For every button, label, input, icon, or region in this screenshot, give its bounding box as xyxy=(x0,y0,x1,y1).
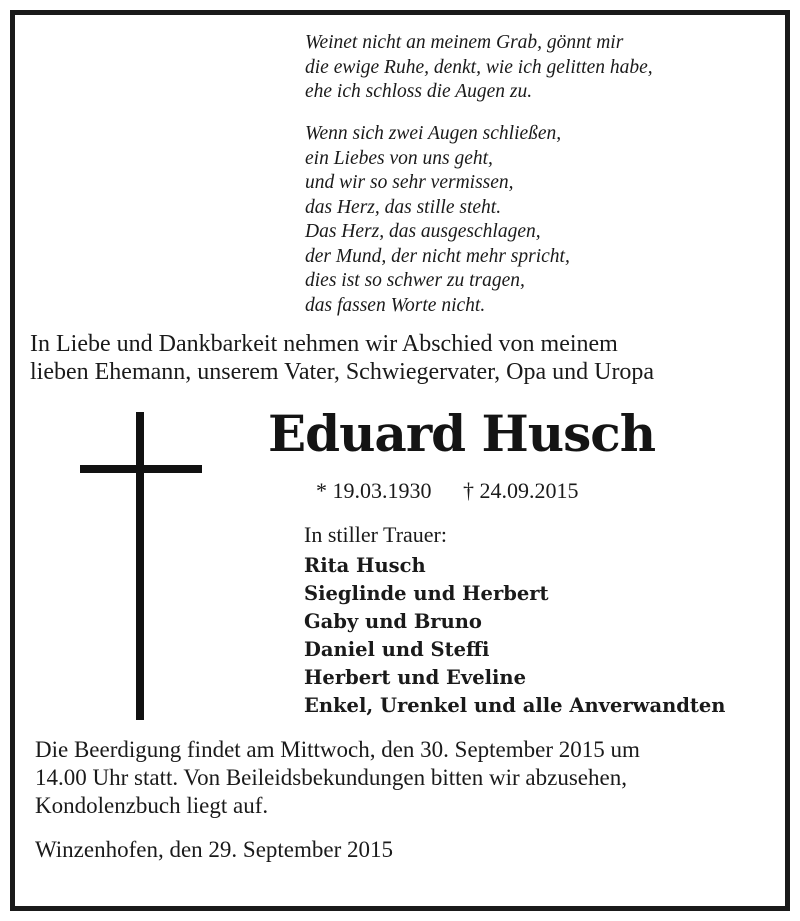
cross-vertical-beam xyxy=(136,412,144,720)
poem-line: und wir so sehr vermissen, xyxy=(305,172,514,193)
birth-date: * 19.03.1930 xyxy=(316,478,432,503)
mourning-label: In stiller Trauer: xyxy=(304,522,447,547)
poem-line: Wenn sich zwei Augen schließen, xyxy=(305,123,562,144)
poem-line: das Herz, das stille steht. xyxy=(305,196,502,218)
mourner-name: Enkel, Urenkel und alle Anverwandten xyxy=(304,694,726,717)
deceased-name: Eduard Husch xyxy=(268,404,656,463)
mourner-name: Daniel und Steffi xyxy=(304,638,490,661)
poem-line: ein Liebes von uns geht, xyxy=(305,147,493,169)
poem-line: das fassen Worte nicht. xyxy=(305,294,486,316)
cross-icon xyxy=(80,412,202,720)
mourners-list xyxy=(304,552,726,720)
death-date: † 24.09.2015 xyxy=(463,478,579,503)
poem-line: dies ist so schwer zu tragen, xyxy=(305,270,525,291)
poem-line: Das Herz, das ausgeschlagen, xyxy=(305,221,541,242)
funeral-info xyxy=(35,736,770,820)
funeral-line: 14.00 Uhr statt. Von Beileidsbekundungen bitten wir abzusehen, xyxy=(35,765,627,790)
funeral-line: Kondolenzbuch liegt auf. xyxy=(35,793,269,818)
poem-stanza-1 xyxy=(305,31,765,105)
poem-line: die ewige Ruhe, denkt, wie ich gelitten habe, xyxy=(305,56,653,78)
poem-line: ehe ich schloss die Augen zu. xyxy=(305,81,533,102)
mourner-name: Herbert und Eveline xyxy=(304,666,526,689)
poem-line: der Mund, der nicht mehr spricht, xyxy=(305,245,570,267)
poem-stanza-2 xyxy=(305,122,765,318)
poem-line: Weinet nicht an meinem Grab, gönnt mir xyxy=(305,32,624,53)
intro-line: lieben Ehemann, unserem Vater, Schwiegervater, Opa und Uropa xyxy=(30,359,655,385)
farewell-intro xyxy=(30,330,770,386)
place-and-date: Winzenhofen, den 29. September 2015 xyxy=(35,837,394,862)
mourner-name: Rita Husch xyxy=(304,554,426,577)
life-dates xyxy=(316,478,579,504)
cross-horizontal-beam xyxy=(80,465,202,473)
funeral-line: Die Beerdigung findet am Mittwoch, den 30. September 2015 um xyxy=(35,737,640,762)
mourner-name: Sieglinde und Herbert xyxy=(304,582,549,605)
mourner-name: Gaby und Bruno xyxy=(304,610,482,633)
intro-line: In Liebe und Dankbarkeit nehmen wir Abschied von meinem xyxy=(30,331,618,357)
